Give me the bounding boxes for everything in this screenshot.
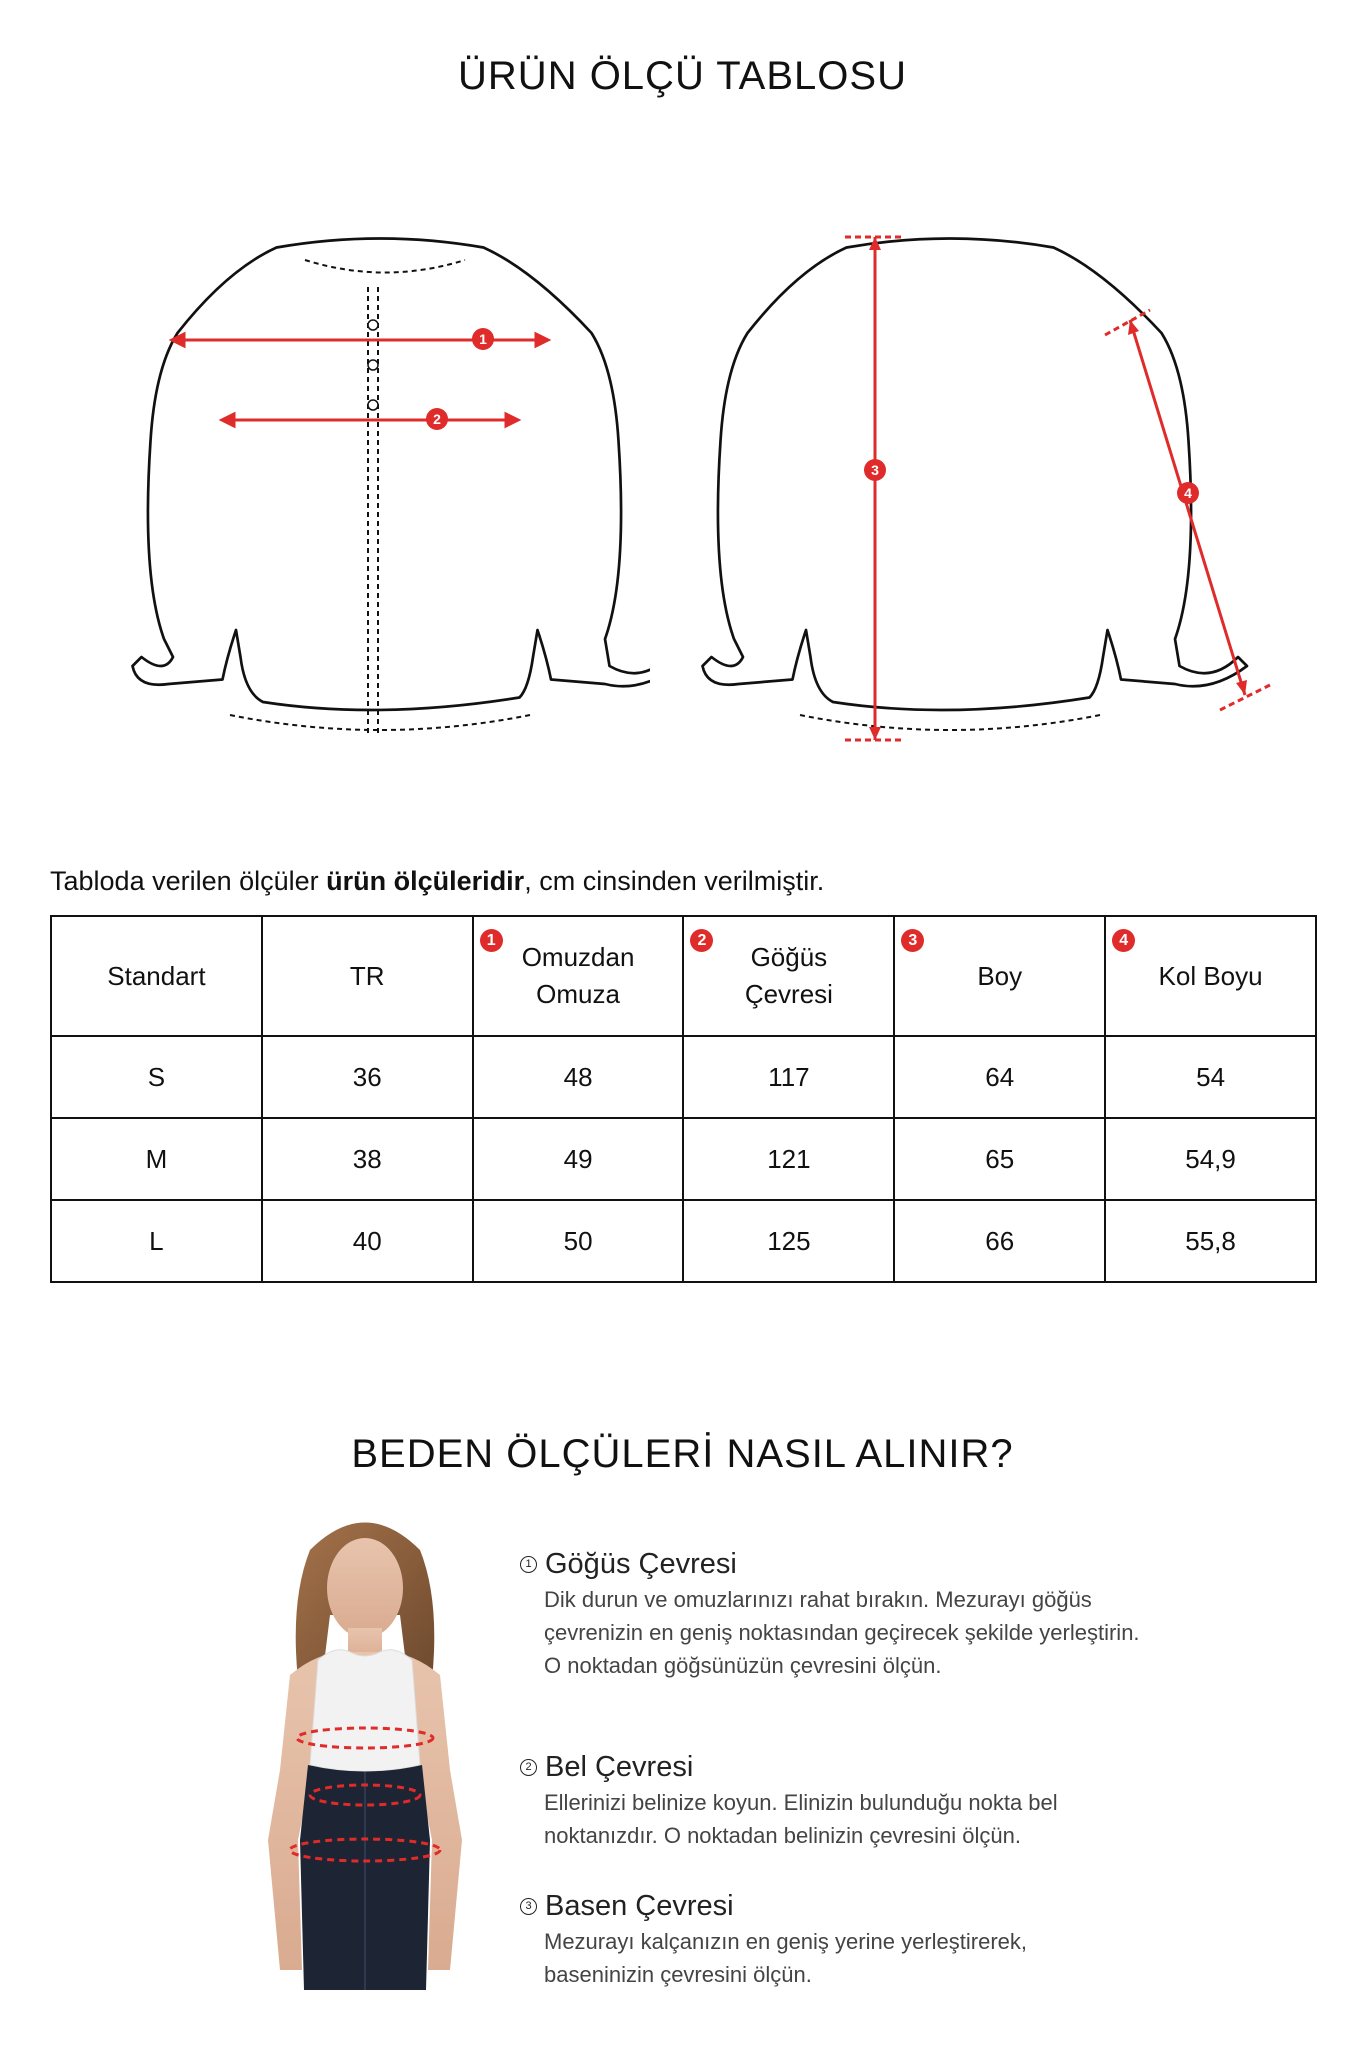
- table-cell: 121: [683, 1118, 894, 1200]
- header-shoulder: [473, 916, 684, 1036]
- guide-text: Ellerinizi belinize koyun. Elinizin bulunduğu nokta bel noktanızdır. O noktadan belinizin çevresini ölçün.: [544, 1790, 1058, 1848]
- table-cell: 36: [262, 1036, 473, 1118]
- note-prefix: Tabloda verilen ölçüler: [50, 866, 327, 896]
- header-label: TR: [349, 960, 385, 991]
- table-row: [51, 1200, 1316, 1282]
- table-cell: 40: [262, 1200, 473, 1282]
- table-cell: 54: [1105, 1036, 1316, 1118]
- marker-3: 3: [871, 462, 879, 478]
- badge-1: 1: [480, 929, 503, 952]
- header-sleeve: [1105, 916, 1316, 1036]
- table-cell: L: [51, 1200, 262, 1282]
- header-chest: [683, 916, 894, 1036]
- howto-title: BEDEN ÖLÇÜLERİ NASIL ALINIR?: [351, 1432, 1014, 1476]
- badge-2: 2: [690, 929, 713, 952]
- badge-3: 3: [901, 929, 924, 952]
- guide-text: Mezurayı kalçanızın en geniş yerine yerleştirerek, baseninizin çevresini ölçün.: [544, 1929, 1027, 1987]
- guide-number: 1: [520, 1556, 537, 1573]
- measurement-note: [50, 866, 824, 897]
- guide-waist: [520, 1751, 1140, 1852]
- marker-1: 1: [479, 331, 487, 347]
- table-cell: 64: [894, 1036, 1105, 1118]
- table-cell: 38: [262, 1118, 473, 1200]
- size-table: [50, 915, 1317, 1283]
- table-cell: 50: [473, 1200, 684, 1282]
- guide-number: 2: [520, 1759, 537, 1776]
- guide-title: Basen Çevresi: [545, 1890, 734, 1922]
- guide-title: Göğüs Çevresi: [545, 1548, 737, 1580]
- model-photo: [250, 1510, 480, 1990]
- header-label: Kol Boyu: [1158, 960, 1263, 991]
- table-cell: S: [51, 1036, 262, 1118]
- table-row: [51, 1118, 1316, 1200]
- table-cell: M: [51, 1118, 262, 1200]
- shirt-back-illustration: [680, 225, 1290, 765]
- guide-title: Bel Çevresi: [545, 1751, 694, 1783]
- header-label: Göğüs Çevresi: [744, 942, 833, 1009]
- table-cell: 48: [473, 1036, 684, 1118]
- guide-number: 3: [520, 1898, 537, 1915]
- guide-hips: [520, 1890, 1140, 1991]
- table-cell: 54,9: [1105, 1118, 1316, 1200]
- guide-text: Dik durun ve omuzlarınızı rahat bırakın. Mezurayı göğüs çevrenizin en geniş noktasından geçirecek şekilde yerleştirin. O noktadan göğsünüzün çevresini ölçün.: [544, 1587, 1140, 1678]
- table-cell: 66: [894, 1200, 1105, 1282]
- guide-chest: [520, 1548, 1140, 1682]
- header-tr: [262, 916, 473, 1036]
- table-cell: 125: [683, 1200, 894, 1282]
- note-suffix: , cm cinsinden verilmiştir.: [524, 866, 825, 896]
- shirt-front-illustration: [110, 225, 650, 765]
- header-standart: [51, 916, 262, 1036]
- table-cell: 55,8: [1105, 1200, 1316, 1282]
- page-title: ÜRÜN ÖLÇÜ TABLOSU: [458, 54, 907, 98]
- header-label: Standart: [107, 960, 206, 991]
- marker-4: 4: [1184, 485, 1192, 501]
- table-cell: 49: [473, 1118, 684, 1200]
- table-cell: 117: [683, 1036, 894, 1118]
- table-row: [51, 1036, 1316, 1118]
- table-header-row: [51, 916, 1316, 1036]
- note-bold: ürün ölçüleridir: [326, 866, 525, 896]
- marker-2: 2: [433, 411, 441, 427]
- header-length: [894, 916, 1105, 1036]
- badge-4: 4: [1112, 929, 1135, 952]
- table-cell: 65: [894, 1118, 1105, 1200]
- header-label: Omuzdan Omuza: [521, 942, 635, 1009]
- header-label: Boy: [977, 960, 1023, 991]
